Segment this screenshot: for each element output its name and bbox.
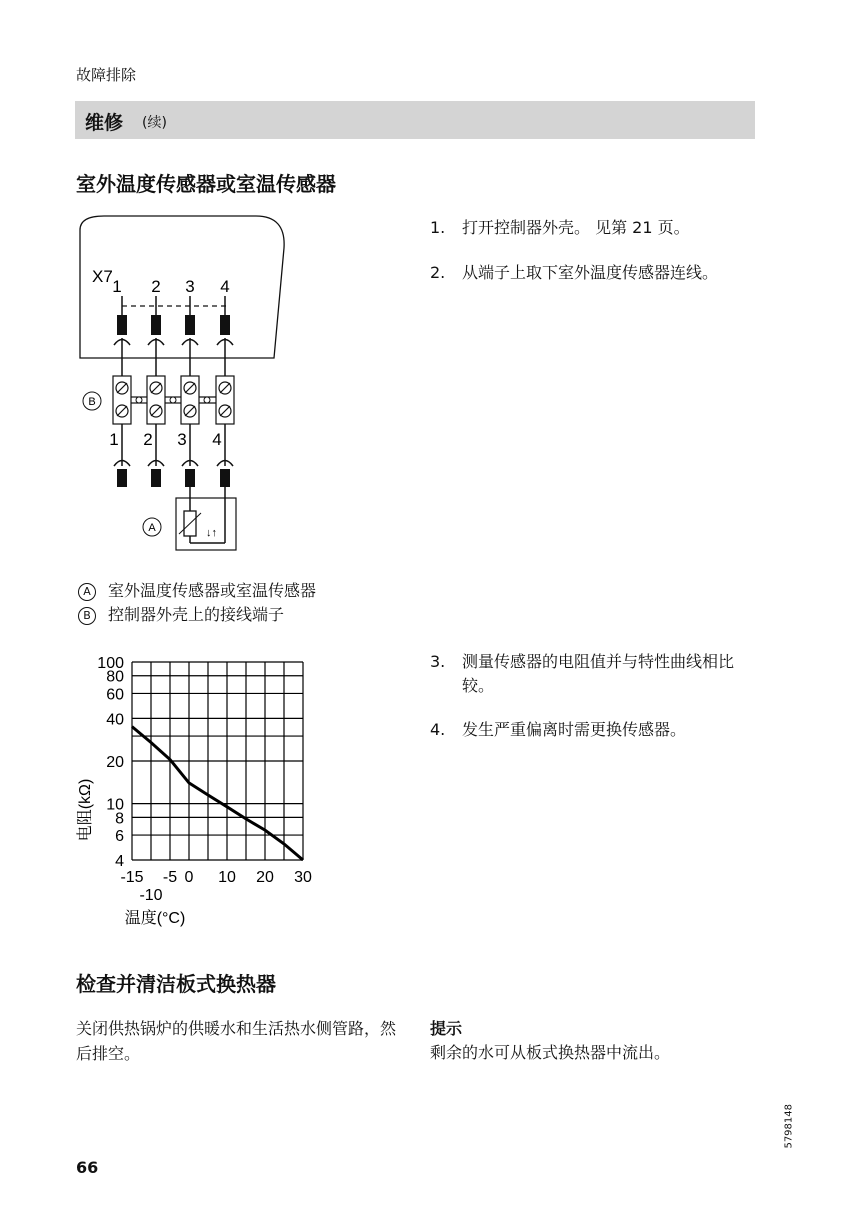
x-tick-label: -10 [139, 887, 163, 904]
sensor-section-title: 室外温度传感器或室温传感器 [76, 172, 336, 196]
y-tick-label: 4 [115, 853, 124, 870]
marker-a: A [148, 522, 156, 534]
x-tick-label: 0 [184, 869, 194, 886]
section-banner [75, 101, 755, 139]
heat-exchanger-section-title: 检查并清洁板式换热器 [76, 972, 276, 996]
bottom-pin-label: 2 [143, 430, 153, 449]
step-number: 3. [430, 652, 446, 671]
step-number: 4. [430, 720, 446, 739]
step-text: 测量传感器的电阻值并与特性曲线相比较。 [462, 652, 735, 695]
bottom-pin-label: 3 [177, 430, 187, 449]
y-tick-label: 100 [97, 655, 124, 672]
y-tick-label: 6 [115, 828, 124, 846]
characteristic-curve-chart [70, 650, 330, 940]
x-tick-label: -5 [162, 869, 178, 886]
x-tick-label: 30 [294, 869, 312, 886]
legend-item [78, 578, 316, 600]
step-number: 2. [430, 263, 446, 282]
page-number: 66 [76, 1158, 99, 1177]
series-line [132, 727, 303, 860]
step-text: 发生严重偏离时需更换传感器。 [462, 720, 687, 739]
legend-text: 室外温度传感器或室温传感器 [108, 581, 317, 600]
legend-marker: A [78, 583, 96, 601]
y-axis-label: 电阻(kΩ) [77, 778, 94, 842]
step-number: 1. [430, 218, 446, 237]
legend-text: 控制器外壳上的接线端子 [108, 605, 285, 624]
legend-item [78, 602, 284, 624]
top-pin-label: 2 [151, 277, 161, 296]
connector-label: X7 [92, 267, 113, 286]
note-title: 提示 [430, 1019, 463, 1038]
section-label: 故障排除 [76, 66, 137, 84]
y-tick-label: 80 [106, 668, 124, 686]
wiring-diagram [76, 208, 296, 558]
step-text: 从端子上取下室外温度传感器连线。 [462, 263, 719, 282]
x-tick-label: -15 [120, 869, 144, 886]
bottom-pin-label: 4 [212, 430, 222, 449]
y-tick-label: 10 [106, 796, 124, 814]
x-axis-label: 温度(°C) [124, 910, 186, 927]
x-tick-label: 10 [218, 869, 236, 886]
x-tick-label: 20 [256, 869, 274, 886]
thermistor-arrows-icon: ↓↑ [206, 527, 217, 539]
top-pin-label: 4 [220, 277, 230, 296]
marker-b: B [88, 396, 96, 408]
y-tick-label: 40 [106, 711, 124, 729]
step-text: 打开控制器外壳。 见第 21 页。 [462, 218, 690, 237]
y-tick-label: 60 [106, 686, 124, 704]
banner-title: 维修 [85, 112, 124, 134]
heat-exchanger-instructions: 关闭供热锅炉的供暖水和生活热水侧管路，然后排空。 [76, 1019, 397, 1063]
document-code: 5798148 [784, 1104, 795, 1149]
banner-continued: (续) [142, 115, 167, 131]
legend-marker: B [78, 607, 96, 625]
y-tick-label: 20 [106, 754, 124, 771]
top-pin-label: 1 [112, 277, 122, 296]
bottom-pin-label: 1 [109, 430, 119, 449]
chart-grid [132, 662, 303, 860]
y-tick-label: 8 [115, 810, 124, 828]
note-text: 剩余的水可从板式换热器中流出。 [430, 1043, 671, 1062]
top-pin-label: 3 [185, 277, 195, 296]
